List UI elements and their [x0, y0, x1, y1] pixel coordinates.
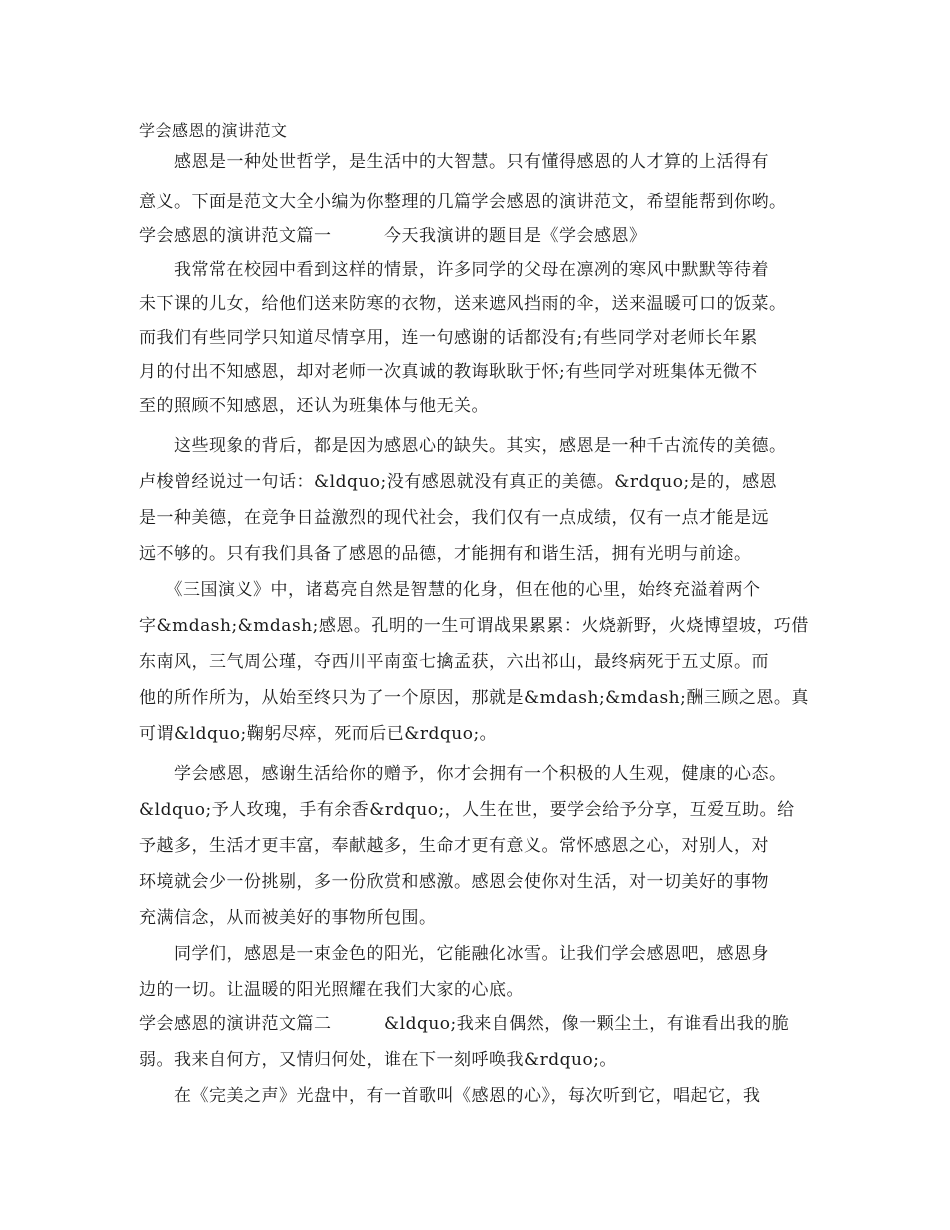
text-line: 予越多，生活才更丰富，奉献越多，生命才更有意义。常怀感恩之心，对别人，对: [139, 836, 769, 856]
text-line: 充满信念，从而被美好的事物所包围。: [139, 908, 437, 928]
text-line: 意义。下面是范文大全小编为你整理的几篇学会感恩的演讲范文，希望能帮到你哟。: [139, 192, 787, 212]
section-heading-line: 学会感恩的演讲范文篇一 今天我演讲的题目是《学会感恩》: [139, 226, 647, 246]
text-line: 弱。我来自何方，又情归何处，谁在下一刻呼唤我&rdquo;。: [139, 1050, 617, 1070]
text-line: 而我们有些同学只知道尽情享用，连一句感谢的话都没有;有些同学对老师长年累: [139, 328, 758, 348]
text-line: 同学们，感恩是一束金色的阳光，它能融化冰雪。让我们学会感恩吧，感恩身: [139, 944, 769, 964]
text-line: &ldquo;予人玫瑰，手有余香&rdquo;，人生在世，要学会给予分享，互爱互助。给: [139, 800, 795, 820]
text-line: 学会感恩，感谢生活给你的赠予，你才会拥有一个积极的人生观，健康的心态。: [139, 764, 787, 784]
text-line: 字&mdash;&mdash;感恩。孔明的一生可谓战果累累：火烧新野，火烧博望坡，巧借: [139, 616, 809, 636]
text-line: 远不够的。只有我们具备了感恩的品德，才能拥有和谐生活，拥有光明与前途。: [139, 544, 752, 564]
text-line: 边的一切。让温暖的阳光照耀在我们大家的心底。: [139, 980, 524, 1000]
text-line: 环境就会少一份挑剔，多一份欣赏和感激。感恩会使你对生活，对一切美好的事物: [139, 872, 769, 892]
document-title: 学会感恩的演讲范文: [139, 121, 288, 140]
text-line: 未下课的儿女，给他们送来防寒的衣物，送来遮风挡雨的伞，送来温暖可口的饭菜。: [139, 294, 787, 314]
text-line: 是一种美德，在竞争日益激烈的现代社会，我们仅有一点成绩，仅有一点才能是远: [139, 508, 769, 528]
text-line: 至的照顾不知感恩，还认为班集体与他无关。: [139, 396, 489, 416]
text-line: 卢梭曾经说过一句话：&ldquo;没有感恩就没有真正的美德。&rdquo;是的，感恩: [139, 472, 778, 492]
text-line: 可谓&ldquo;鞠躬尽瘁，死而后已&rdquo;。: [139, 724, 498, 744]
text-line: 感恩是一种处世哲学，是生活中的大智慧。只有懂得感恩的人才算的上活得有: [139, 152, 769, 172]
text-line: 我常常在校园中看到这样的情景，许多同学的父母在凛冽的寒风中默默等待着: [139, 260, 769, 280]
section-heading-line: 学会感恩的演讲范文篇二 &ldquo;我来自偶然，像一颗尘土，有谁看出我的脆: [139, 1014, 790, 1034]
text-line: 他的所作所为，从始至终只为了一个原因，那就是&mdash;&mdash;酬三顾之恩。真: [139, 688, 809, 708]
text-line: 这些现象的背后，都是因为感恩心的缺失。其实，感恩是一种千古流传的美德。: [139, 436, 787, 456]
text-line: 月的付出不知感恩，却对老师一次真诚的教诲耿耿于怀;有些同学对班集体无微不: [139, 362, 758, 382]
text-line: 《三国演义》中，诸葛亮自然是智慧的化身，但在他的心里，始终充溢着两个: [139, 580, 761, 600]
text-line: 东南风，三气周公瑾，夺西川平南蛮七擒孟获，六出祁山，最终病死于五丈原。而: [139, 652, 769, 672]
text-line: 在《完美之声》光盘中，有一首歌叫《感恩的心》，每次听到它，唱起它，我: [139, 1086, 761, 1106]
